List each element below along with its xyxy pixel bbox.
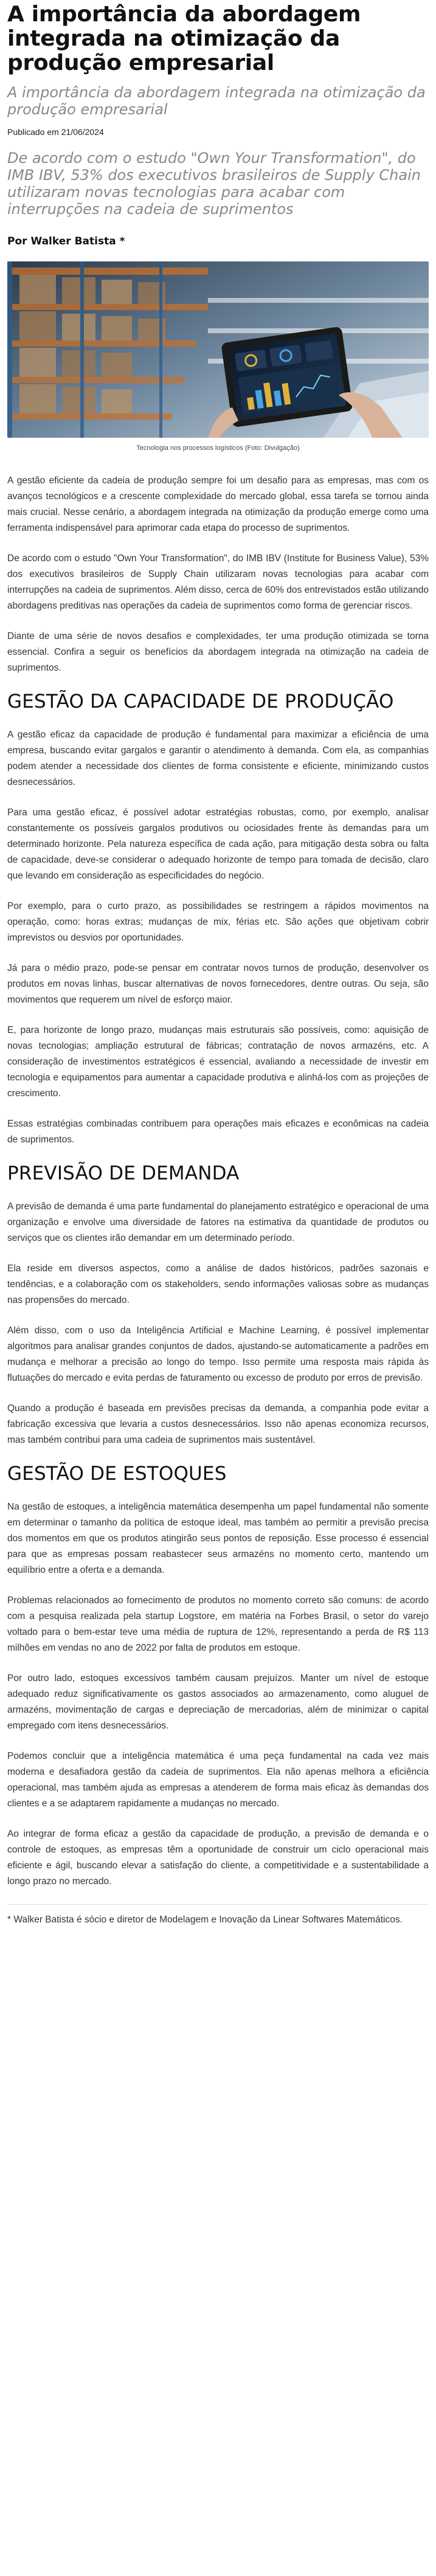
capacity-paragraph-6: Essas estratégias combinadas contribuem para operações mais eficazes e econômicas na cadeia de suprimentos. [7,1119,429,1145]
section-heading-capacity: GESTÃO DA CAPACIDADE DE PRODUÇÃO [7,691,394,713]
capacity-paragraph-1: A gestão eficaz da capacidade de produção é fundamental para maximizar a eficiência de uma empresa, buscando evitar gargalos e garantir o atendimento à demanda. Com ela, as companhias podem atender a necessidade dos clientes de forma consistente e eficiente, minimizando custos desnecessários. [7,730,429,787]
section-heading-demand: PREVISÃO DE DEMANDA [7,1162,240,1184]
inventory-paragraph-5: Ao integrar de forma eficaz a gestão da capacidade de produção, a previsão de demanda e o controle de estoques, as empresas têm a oportunidade de construir um ciclo operacional mais eficiente e ágil, buscando elevar a satisfação do cliente, a competitividade e a sustentabilidade a longo prazo no mercado. [7,1829,429,1887]
article-title: A importância da abordagem integrada na otimização da produção empresarial [7,2,361,75]
demand-paragraph-2: Ela reside em diversos aspectos, como a análise de dados históricos, padrões sazonais e tendências, e a colaboração com os stakeholders, sendo informações valiosas sobre as mudanças nas propensões do mercado. [7,1263,429,1305]
intro-paragraph-2: De acordo com o estudo "Own Your Transformation", do IMB IBV (Institute for Business Value), 53% dos executivos brasileiros de Supply Chain utilizaram novas tecnologias para acabar com interrupções na cadeia de suprimentos. Além disso, cerca de 60% dos entrevistados estão utilizando abordagens preditivas nas operações da cadeia de suprimentos como forma de gerenciar riscos. [7,553,429,611]
hero-image [7,261,429,438]
capacity-paragraph-3: Por exemplo, para o curto prazo, as possibilidades se restringem a rápidos movimentos na operação, como: horas extras; mudanças de mix, férias etc. São ações que objetivam cobrir imprevistos ou desvios por oportunidades. [7,901,429,943]
publish-date: Publicado em 21/06/2024 [7,127,104,137]
footnote-divider [7,1904,429,1905]
demand-paragraph-3: Além disso, com o uso da Inteligência Artificial e Machine Learning, é possível implementar algoritmos para analisar grandes conjuntos de dados, ajustando-se automaticamente a padrões em mudança e melhorar a precisão ao longo do tempo. Isso permite uma resposta mais rápida às flutuações do mercado e evita perdas de faturamento ou excesso de produto por erros de previsão. [7,1325,429,1383]
inventory-paragraph-3: Por outro lado, estoques excessivos também causam prejuízos. Manter um nível de estoque adequado reduz significativamente os gastos associados ao armazenamento, como aluguel de armazéns, movimentação de cargas e depreciação de mercadorias, além de minimizar o capital empregado com itens desnecessários. [7,1673,429,1731]
intro-paragraph-1: A gestão eficiente da cadeia de produção sempre foi um desafio para as empresas, mas com os avanços tecnológicos e a crescente complexidade do mercado global, essa tarefa se tornou ainda mais crucial. Nesse cenário, a abordagem integrada na otimização da produção emerge como uma ferramenta indispensável para aprimorar cada etapa do processo de suprimentos. [7,475,429,533]
warehouse-tablet-illustration [7,261,429,438]
capacity-paragraph-5: E, para horizonte de longo prazo, mudanças mais estruturais são possíveis, como: aquisição de novas tecnologias; ampliação estrutural de fábricas; contratação de novos armazéns, etc. A consideração de investimentos estratégicos é essencial, avaliando a necessidade de investir em tecnologia e equipamentos para aumentar a capacidade produtiva e alinhá-los com as projeções de crescimento. [7,1025,429,1099]
inventory-paragraph-2: Problemas relacionados ao fornecimento de produtos no momento correto são comuns: de acordo com a pesquisa realizada pela startup Logstore, em matéria na Forbes Brasil, o setor do varejo voltado para o bem-estar teve uma média de ruptura de 12%, representando a perda de R$ 113 milhões em vendas no ano de 2022 por falta de produtos em estoque. [7,1595,429,1653]
author-footnote: * Walker Batista é sócio e diretor de Modelagem e Inovação da Linear Softwares Matemáticos. [7,1915,403,1925]
demand-paragraph-4: Quando a produção é baseada em previsões precisas da demanda, a companhia pode evitar a fabricação excessiva que levaria a custos desnecessários. Isso não apenas economiza recursos, mas também contribui para uma cadeia de suprimentos mais sustentável. [7,1403,429,1445]
inventory-paragraph-1: Na gestão de estoques, a inteligência matemática desempenha um papel fundamental não somente em determinar o tamanho da política de estoque ideal, mas também ao permitir a previsão precisa dos momentos em que os produtos atingirão seus pontos de reposição. Esse processo é essencial para que as empresas possam reabastecer seus armazéns no momento certo, mantendo um equilíbrio entre a oferta e a demanda. [7,1502,429,1575]
image-caption: Tecnologia nos processos logísticos (Foto: Divulgação) [136,444,300,452]
section-heading-inventory: GESTÃO DE ESTOQUES [7,1463,227,1485]
demand-paragraph-1: A previsão de demanda é uma parte fundamental do planejamento estratégico e operacional de uma organização e envolve uma diversidade de fatores na estimativa da quantidade de produtos ou serviços que os clientes irão demandar em um determinado período. [7,1201,429,1243]
article-subtitle: A importância da abordagem integrada na otimização da produção empresarial [7,84,426,118]
article-lead: De acordo com o estudo "Own Your Transformation", do IMB IBV, 53% dos executivos brasileiros de Supply Chain utilizaram novas tecnologias para acabar com interrupções na cadeia de suprimentos [7,150,421,218]
capacity-paragraph-2: Para uma gestão eficaz, é possível adotar estratégias robustas, como, por exemplo, analisar constantemente os possíveis gargalos produtivos ou ociosidades frente às demandas para um determinado horizonte. Pela natureza específica de cada ação, para mitigação desta sobra ou falta de capacidade, deve-se considerar o adequado horizonte de tempo para tomada de decisão, claro que levando em consideração as especificidades do negócio. [7,807,429,881]
capacity-paragraph-4: Já para o médio prazo, pode-se pensar em contratar novos turnos de produção, desenvolver os produtos em novas linhas, buscar alternativas de novos fornecedores, dentre outras. Ou seja, são movimentos que requerem um nível de esforço maior. [7,963,429,1005]
article-author: Por Walker Batista * [7,235,125,247]
intro-paragraph-3: Diante de uma série de novos desafios e complexidades, ter uma produção otimizada se torna essencial. Confira a seguir os benefícios da abordagem integrada na otimização na cadeia de suprimentos. [7,631,429,673]
inventory-paragraph-4: Podemos concluir que a inteligência matemática é uma peça fundamental na cada vez mais moderna e desafiadora gestão da cadeia de suprimentos. Ela não apenas melhora a eficiência operacional, mas também ajuda as empresas a atenderem de forma mais eficaz às demandas dos clientes e a se adaptarem rapidamente a mudanças no mercado. [7,1751,429,1809]
